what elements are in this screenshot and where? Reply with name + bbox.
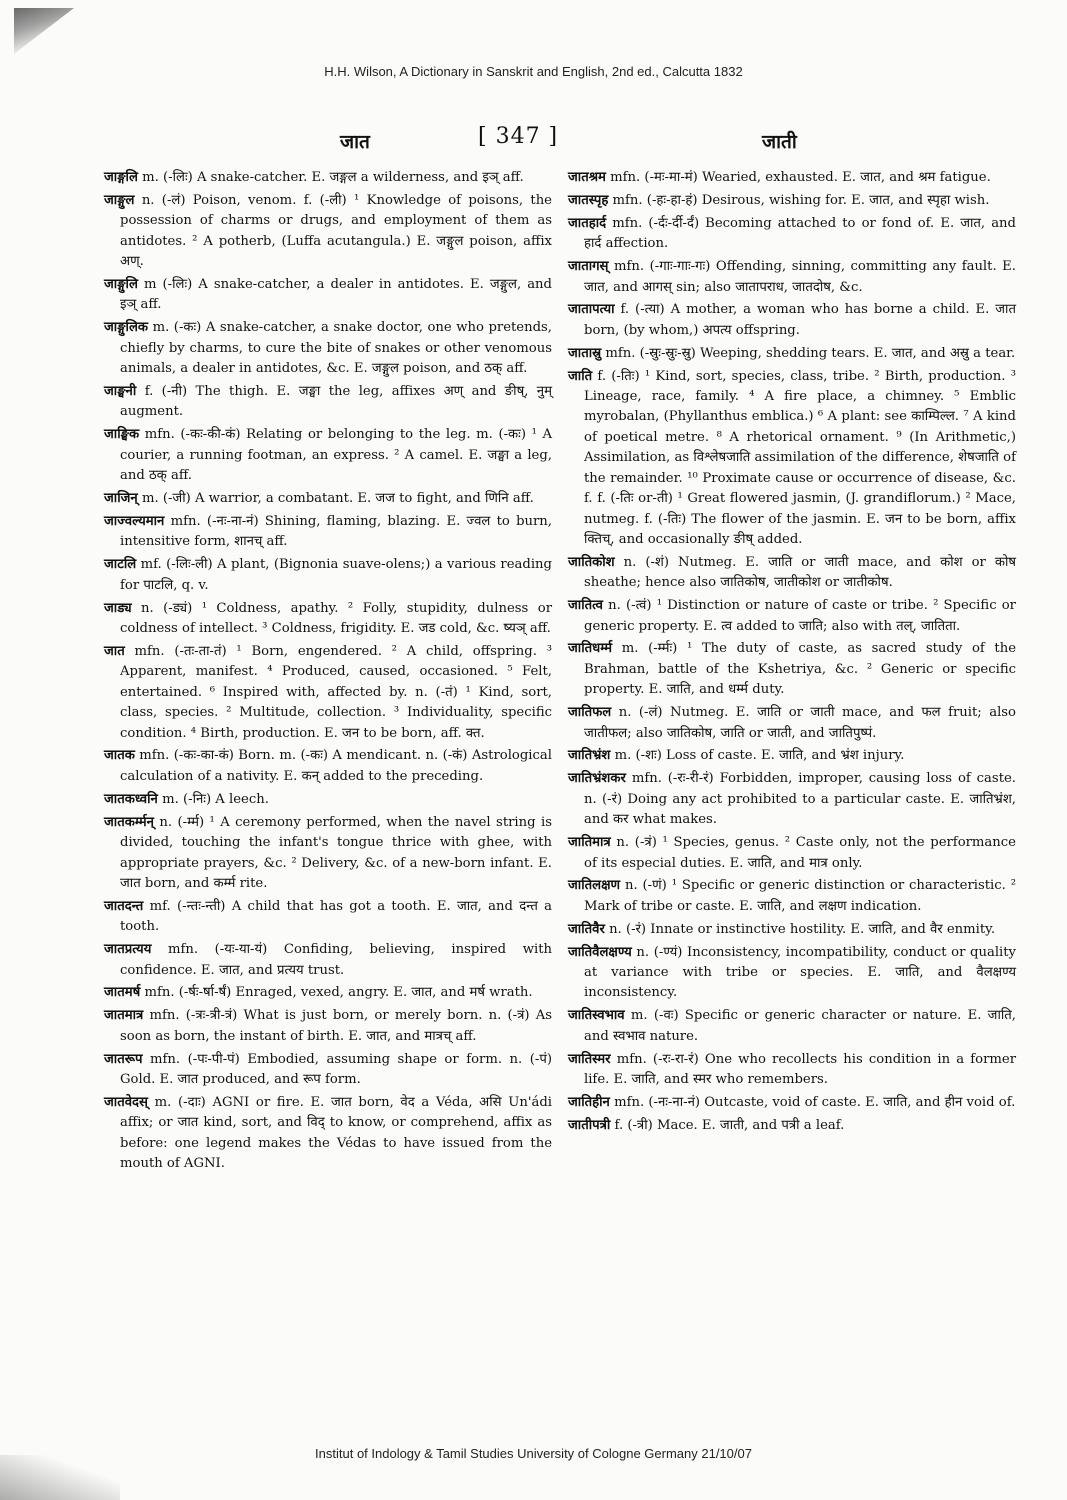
definition: m (-लिः) A snake-catcher, a dealer in antidotes. E. जङ्गुल, and इञ् aff. [120, 277, 552, 313]
headword: जातिस्मर [568, 1051, 611, 1067]
dictionary-entry [568, 596, 1016, 637]
dictionary-entry [104, 642, 552, 744]
dictionary-entry [104, 599, 552, 640]
dictionary-entry [104, 168, 552, 188]
dictionary-entry [104, 275, 552, 316]
dictionary-entry [568, 1050, 1016, 1091]
dictionary-entry [568, 1093, 1016, 1113]
headword: जाति [568, 368, 593, 384]
definition: mfn. (-स्रुः-स्रुः-स्रु) Weeping, shedding tears. E. जात, and अस्रु a tear. [605, 345, 1016, 361]
headword: जातरूप [104, 1051, 143, 1067]
dictionary-entry [104, 191, 552, 273]
definition: mfn. (-र्षः-र्षा-र्षं) Enraged, vexed, angry. E. जात, and मर्ष wrath. [144, 985, 533, 1001]
definition: m. (-दाः) AGNI or fire. E. जात born, वेद a Véda, असि Un'ádi affix; or जात kind, sort, and विद् to know, or comprehend, affix as before: one legend makes the Védas to have issued from the mouth of AGNI. [120, 1094, 552, 1172]
dictionary-entry [568, 214, 1016, 255]
page-footer: Institut of Indology & Tamil Studies University of Cologne Germany 21/10/07 [315, 1446, 752, 1461]
headword: जातक [104, 748, 135, 764]
headword: जातमर्ष [104, 985, 141, 1001]
definition: m. (-वः) Specific or generic character or nature. E. जाति, and स्वभाव nature. [584, 1008, 1016, 1044]
headword: जातापत्या [568, 302, 615, 318]
dictionary-entry [568, 1006, 1016, 1047]
definition: n. (-रं) Innate or instinctive hostility. E. जाति, and वैर enmity. [609, 921, 996, 937]
dictionary-entry [104, 425, 552, 486]
definition: mfn. (-मः-मा-मं) Wearied, exhausted. E. जात, and श्रम fatigue. [610, 170, 991, 185]
definition: f. (-त्री) Mace. E. जाती, and पत्री a leaf. [614, 1117, 845, 1133]
headword: जातिधर्म्म [568, 641, 613, 657]
dictionary-entry [104, 790, 552, 810]
definition: n. (-र्म्म) ¹ A ceremony performed, when the navel string is divided, touching the infant's tongue thrice with ghee, with appropriate prayers, &c. ² Delivery, &c. of a new-born infant. E. जात born, and कर्म्म rite. [120, 814, 552, 891]
running-head [0, 124, 1067, 156]
definition: mfn. (-गाः-गाः-गः) Offending, sinning, committing any fault. E. जात, and आगस् sin; also जातापराध, जातदोष, &c. [584, 259, 1016, 295]
dictionary-entry [568, 769, 1016, 830]
definition: mfn. (-कः-का-कं) Born. m. (-कः) A mendicant. n. (-कं) Astrological calculation of a nativity. E. कन् added to the preceding. [120, 748, 552, 784]
headword: जातहार्द [568, 215, 607, 231]
dictionary-entry [104, 489, 552, 509]
headword: जाङ्गुल [104, 192, 135, 208]
dictionary-entry [568, 703, 1016, 744]
definition: f. (-तिः) ¹ Kind, sort, species, class, tribe. ² Birth, production. ³ Lineage, race, family. ⁴ A fire place, a chimney. ⁵ Emblic myrobalan, (Phyllanthus emblica.) ⁶ A plant: see काम्पिल्ल. ⁷ A kind of poetical metre. ⁸ A rhetorical ornament. ⁹ (In Arithmetic,) Assimilation, as विश्लेषजाति assimilation of the difference, शेषजाति of the remainder. ¹⁰ Proximate cause or occurrence of disease, &c. f. f. (-तिः or-ती) ¹ Great flowered jasmin, (J. grandiflorum.) ² Mace, nutmeg. f. (-तिः) The flower of the jasmin. E. जन to be born, affix क्तिच्, and occasionally ङीष् added. [584, 368, 1016, 547]
dictionary-entry [104, 382, 552, 423]
headword: जातिफल [568, 705, 612, 721]
headword: जातास्रु [568, 345, 602, 361]
definition: m. (-शः) Loss of caste. E. जाति, and भ्रंश injury. [614, 748, 905, 764]
dictionary-entry [568, 367, 1016, 551]
definition: mfn. (-नः-ना-नं) Shining, flaming, blazing. E. ज्वल to burn, intensitive form, शानच् aff. [120, 514, 552, 550]
page-number: [ 347 ] [478, 124, 559, 149]
definition: n. (-शं) Nutmeg. E. जाति or जाती mace, and कोश or कोष sheathe; hence also जातिकोष, जातीकोश or जातीकोष. [584, 554, 1016, 591]
headword: जातकर्म्मन् [104, 814, 154, 830]
scan-edge-shadow [14, 8, 74, 54]
dictionary-entry [104, 1006, 552, 1047]
dictionary-entry [568, 300, 1016, 341]
dictionary-entry [568, 1116, 1016, 1136]
headword: जात [104, 643, 125, 659]
dictionary-entry [104, 940, 552, 981]
dictionary-entry [568, 943, 1016, 1004]
headword: जातदन्त [104, 898, 144, 914]
definition: n. (-लं) Nutmeg. E. जाति or जाती mace, and फल fruit; also जातीफल; also जातिकोष, जाति or जाती, and जातिपुष्पं. [584, 705, 1016, 741]
definition: m. (-जी) A warrior, a combatant. E. जज to fight, and णिनि aff. [141, 491, 534, 507]
headword: जातिवैलक्षण्य [568, 944, 632, 960]
right-column [568, 168, 1016, 1139]
headword: जातमात्र [104, 1008, 144, 1024]
definition: mfn. (-रः-री-रं) Forbidden, improper, causing loss of caste. n. (-रं) Doing any act prohibited to a particular caste. E. जातिभ्रंश, and कर what makes. [584, 771, 1016, 828]
definition: mfn. (-तः-ता-तं) ¹ Born, engendered. ² A child, offspring. ³ Apparent, manifest. ⁴ Produced, caused, occasioned. ⁵ Felt, entertained. ⁶ Inspired with, affected by. n. (-तं) ¹ Kind, sort, class, species. ² Multitude, collection. ³ Individuality, specific condition. ⁴ Birth, production. E. जन to be born, aff. क्त. [120, 643, 552, 741]
definition: mfn. (-पः-पी-पं) Embodied, assuming shape or form. n. (-पं) Gold. E. जात produced, and रूप form. [120, 1051, 552, 1088]
headword: जाङ्घिक [104, 427, 140, 443]
definition: mfn. (-नः-ना-नं) Outcaste, void of caste. E. जाति, and हीन void of. [614, 1094, 1016, 1110]
headword: जातिलक्षण [568, 878, 621, 894]
headword: जातकध्वनि [104, 791, 158, 807]
headword: जातश्रम [568, 170, 606, 185]
dictionary-entry [568, 344, 1016, 364]
headword: जातिकोश [568, 554, 615, 570]
definition: n. (-ड्यं) ¹ Coldness, apathy. ² Folly, stupidity, dulness or coldness of intellect. ³ Coldness, frigidity. E. जड cold, &c. ष्यञ् aff. [120, 600, 552, 637]
headword: जाड्य [104, 600, 132, 616]
headword: जाङ्गुलि [104, 277, 138, 293]
headword: जाजिन् [104, 491, 138, 507]
definition: n. (-लं) Poison, venom. f. (-ली) ¹ Knowledge of poisons, the possession of charms or drugs, and employment of them as antidotes. ² A potherb, (Luffa acutangula.) E. जङ्गुल poison, affix अण्. [120, 192, 552, 270]
headword: जातिमात्र [568, 835, 611, 851]
definition: f. (-नी) The thigh. E. जङ्घा the leg, affixes अण् and ङीष्, नुम् augment. [120, 384, 552, 420]
headword: जातस्पृह [568, 192, 609, 208]
headword: जातिभ्रंशकर [568, 771, 626, 787]
definition: m. (-लिः) A snake-catcher. E. जङ्गल a wilderness, and इञ् aff. [142, 170, 524, 185]
headword: जाङ्गलि [104, 170, 138, 185]
headword: जातिभ्रंश [568, 748, 611, 764]
dictionary-entry [568, 168, 1016, 188]
headword: जाङ्गुलिक [104, 320, 149, 336]
left-column [104, 168, 552, 1177]
dictionary-entry [104, 1093, 552, 1175]
headword: जातिस्वभाव [568, 1008, 625, 1024]
definition: mfn. (-हः-हा-हं) Desirous, wishing for. E. जात, and स्पृहा wish. [612, 192, 990, 208]
dictionary-entry [568, 833, 1016, 874]
scan-edge-shadow-bottom [0, 1455, 120, 1500]
running-head-left: जात [340, 131, 370, 153]
definition: m. (-कः) A snake-catcher, a snake doctor, one who pretends, chiefly by charms, to cure the bite of snakes or other venomous animals, a dealer in antidotes, &c. E. जङ्गुल poison, and ठक् aff. [120, 320, 552, 377]
dictionary-entry [104, 318, 552, 379]
dictionary-entry [104, 813, 552, 895]
definition: n. (-णं) ¹ Specific or generic distinction or characteristic. ² Mark of tribe or caste. E. जाति, and लक्षण indication. [584, 878, 1016, 914]
headword: जातित्व [568, 598, 603, 614]
definition: mfn. (-र्दः-र्दी-र्दं) Becoming attached to or fond of. E. जात, and हार्द affection. [584, 215, 1016, 252]
dictionary-entry [568, 639, 1016, 700]
dictionary-entry [568, 876, 1016, 917]
running-head-right: जाती [762, 131, 797, 153]
definition: n. (-त्रं) ¹ Species, genus. ² Caste only, not the performance of its especial duties. E. जाति, and मात्र only. [584, 835, 1016, 871]
dictionary-entry [104, 983, 552, 1003]
definition: mf. (-लिः-ली) A plant, (Bignonia suave-olens;) a various reading for पाटलि, q. v. [120, 557, 552, 593]
definition: mfn. (-यः-या-यं) Confiding, believing, inspired with confidence. E. जात, and प्रत्यय trust. [120, 942, 552, 978]
headword: जातप्रत्यय [104, 942, 152, 958]
dictionary-entry [104, 897, 552, 938]
headword: जाङ्घनी [104, 384, 137, 400]
dictionary-entry [104, 555, 552, 596]
headword: जातागस् [568, 259, 609, 275]
definition: n. (-त्वं) ¹ Distinction or nature of caste or tribe. ² Specific or generic property. E. त्व added to जाति; also with तल्, जातिता. [584, 598, 1016, 634]
headword: जाटलि [104, 557, 137, 573]
headword: जातीपत्री [568, 1117, 611, 1133]
definition: mf. (-न्तः-न्ती) A child that has got a tooth. E. जात, and दन्त a tooth. [120, 898, 552, 935]
page-header: H.H. Wilson, A Dictionary in Sanskrit and English, 2nd ed., Calcutta 1832 [324, 64, 743, 79]
definition: mfn. (-कः-की-कं) Relating or belonging to the leg. m. (-कः) ¹ A courier, a running footman, an express. ² A camel. E. जङ्घा a leg, and ठक् aff. [120, 427, 552, 484]
definition: m. (-निः) A leech. [162, 791, 269, 807]
dictionary-entry [104, 746, 552, 787]
definition: n. (-ण्यं) Inconsistency, incompatibility, conduct or quality at variance with tribe or species. E. जाति, and वैलक्षण्य inconsistency. [584, 944, 1016, 1001]
definition: m. (-र्म्मः) ¹ The duty of caste, as sacred study of the Brahman, battle of the Kshetriya, &c. ² Generic or specific property. E. जाति, and धर्म्म duty. [584, 641, 1016, 698]
headword: जाज्वल्यमान [104, 514, 165, 529]
dictionary-entry [568, 191, 1016, 211]
headword: जातिहीन [568, 1094, 610, 1110]
dictionary-entry [568, 257, 1016, 298]
dictionary-entry [104, 1050, 552, 1091]
definition: mfn. (-रः-रा-रं) One who recollects his condition in a former life. E. जाति, and स्मर who remembers. [584, 1051, 1017, 1088]
dictionary-entry [104, 512, 552, 553]
definition: f. (-त्या) A mother, a woman who has borne a child. E. जात born, (by whom,) अपत्य offspring. [584, 302, 1016, 338]
headword: जातवेदस् [104, 1094, 148, 1110]
headword: जातिवैर [568, 921, 605, 937]
definition: mfn. (-त्रः-त्री-त्रं) What is just born, or merely born. n. (-त्रं) As soon as born, the instant of birth. E. जात, and मात्रच् aff. [120, 1008, 552, 1044]
dictionary-entry [568, 553, 1016, 594]
dictionary-entry [568, 920, 1016, 940]
dictionary-entry [568, 746, 1016, 766]
